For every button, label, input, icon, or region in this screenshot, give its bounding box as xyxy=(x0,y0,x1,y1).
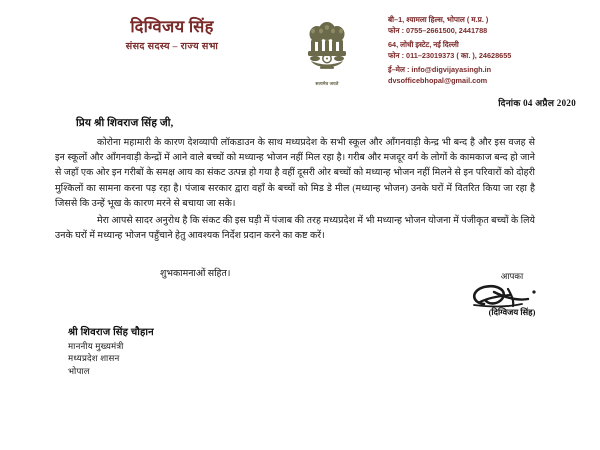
closing-line: शुभकामनाओं सहित। xyxy=(160,269,231,279)
state-emblem-of-india-icon xyxy=(301,22,353,76)
signature-block xyxy=(452,270,572,318)
emblem-block xyxy=(296,22,358,87)
letterhead-address-block xyxy=(388,14,511,86)
letter-date: दिनांक 04 अप्रैल 2020 xyxy=(498,98,576,108)
delhi-phone: फोन : 011–23019373 ( का. ), 24628655 xyxy=(388,51,512,61)
sender-designation: संसद सदस्य – राज्य सभा xyxy=(125,41,219,52)
letterhead-name-block xyxy=(72,18,272,52)
recipient-block xyxy=(68,326,154,377)
body-paragraph-1: कोरोना महामारी के कारण देशव्यापी लॉकडाउन के साथ मध्यप्रदेश के सभी स्कूल और आँगनवाड़ी केन्द्र भी बन्द है और इस वजह से इन स्कूलों और आँगनवाड़ी केन्द्रों में आने वाले बच्चों को मध्यान्ह भोजन नहीं मिल रहा है। गरीब और मजदूर वर्ग के लोगों के कामकाज बन्द हो जाने से जहाँ एक ओर इन गरीबों के समक्ष आय का संकट उत्पन्न हो गया है वहीं दूसरी ओर बच्चों को मध्यान्ह भोजन नहीं मिलने से इन परिवारों को दोहरी मुश्किलों का सामना करना पड़ रहा है। पंजाब सरकार द्वारा वहाँ के बच्चों को मिड डे मील (मध्यान्ह भोजन) उनके घरों में वितरित किया जा रहा है जिससे कि उन्हें भूख के कारण मरने से बचाया जा सके। xyxy=(55,138,535,209)
handwritten-signature xyxy=(464,283,560,313)
sender-name: दिग्विजय सिंह xyxy=(130,17,214,36)
delhi-address: 64, लोधी इस्टेट, नई दिल्ली xyxy=(388,40,459,50)
body-paragraph-2: मेरा आपसे सादर अनुरोध है कि संकट की इस घड़ी में पंजाब की तरह मध्यप्रदेश में भी मध्यान्ह भोजन योजना में पंजीकृत बच्चों के लिये उनके घरों में मध्यान्ह भोजन पहुँचाने हेतु आवश्यक निर्देश प्रदान करने का कष्ट करें। xyxy=(55,216,535,242)
emblem-motto: सत्यमेव जयते xyxy=(315,81,339,86)
salutation: प्रिय श्री शिवराज सिंह जी, xyxy=(76,118,174,129)
recipient-organization: मध्यप्रदेश शासन xyxy=(68,353,120,364)
letterhead xyxy=(0,14,600,98)
recipient-title: माननीय मुख्यमंत्री xyxy=(68,341,124,352)
bhopal-address: बी–1, श्यामला हिल्स, भोपाल ( म.प्र. ) xyxy=(388,15,489,24)
bhopal-phone: फोन : 0755–2661500, 2441788 xyxy=(388,26,488,36)
email-secondary: dvsofficebhopal@gmail.com xyxy=(388,76,488,86)
signature-yours: आपका xyxy=(500,271,524,281)
signer-name: (दिग्विजय सिंह) xyxy=(488,308,536,317)
email-primary: ई–मेल : info@digvijayasingh.in xyxy=(388,65,492,75)
recipient-city: भोपाल xyxy=(68,365,90,376)
recipient-name: श्री शिवराज सिंह चौहान xyxy=(68,327,154,338)
